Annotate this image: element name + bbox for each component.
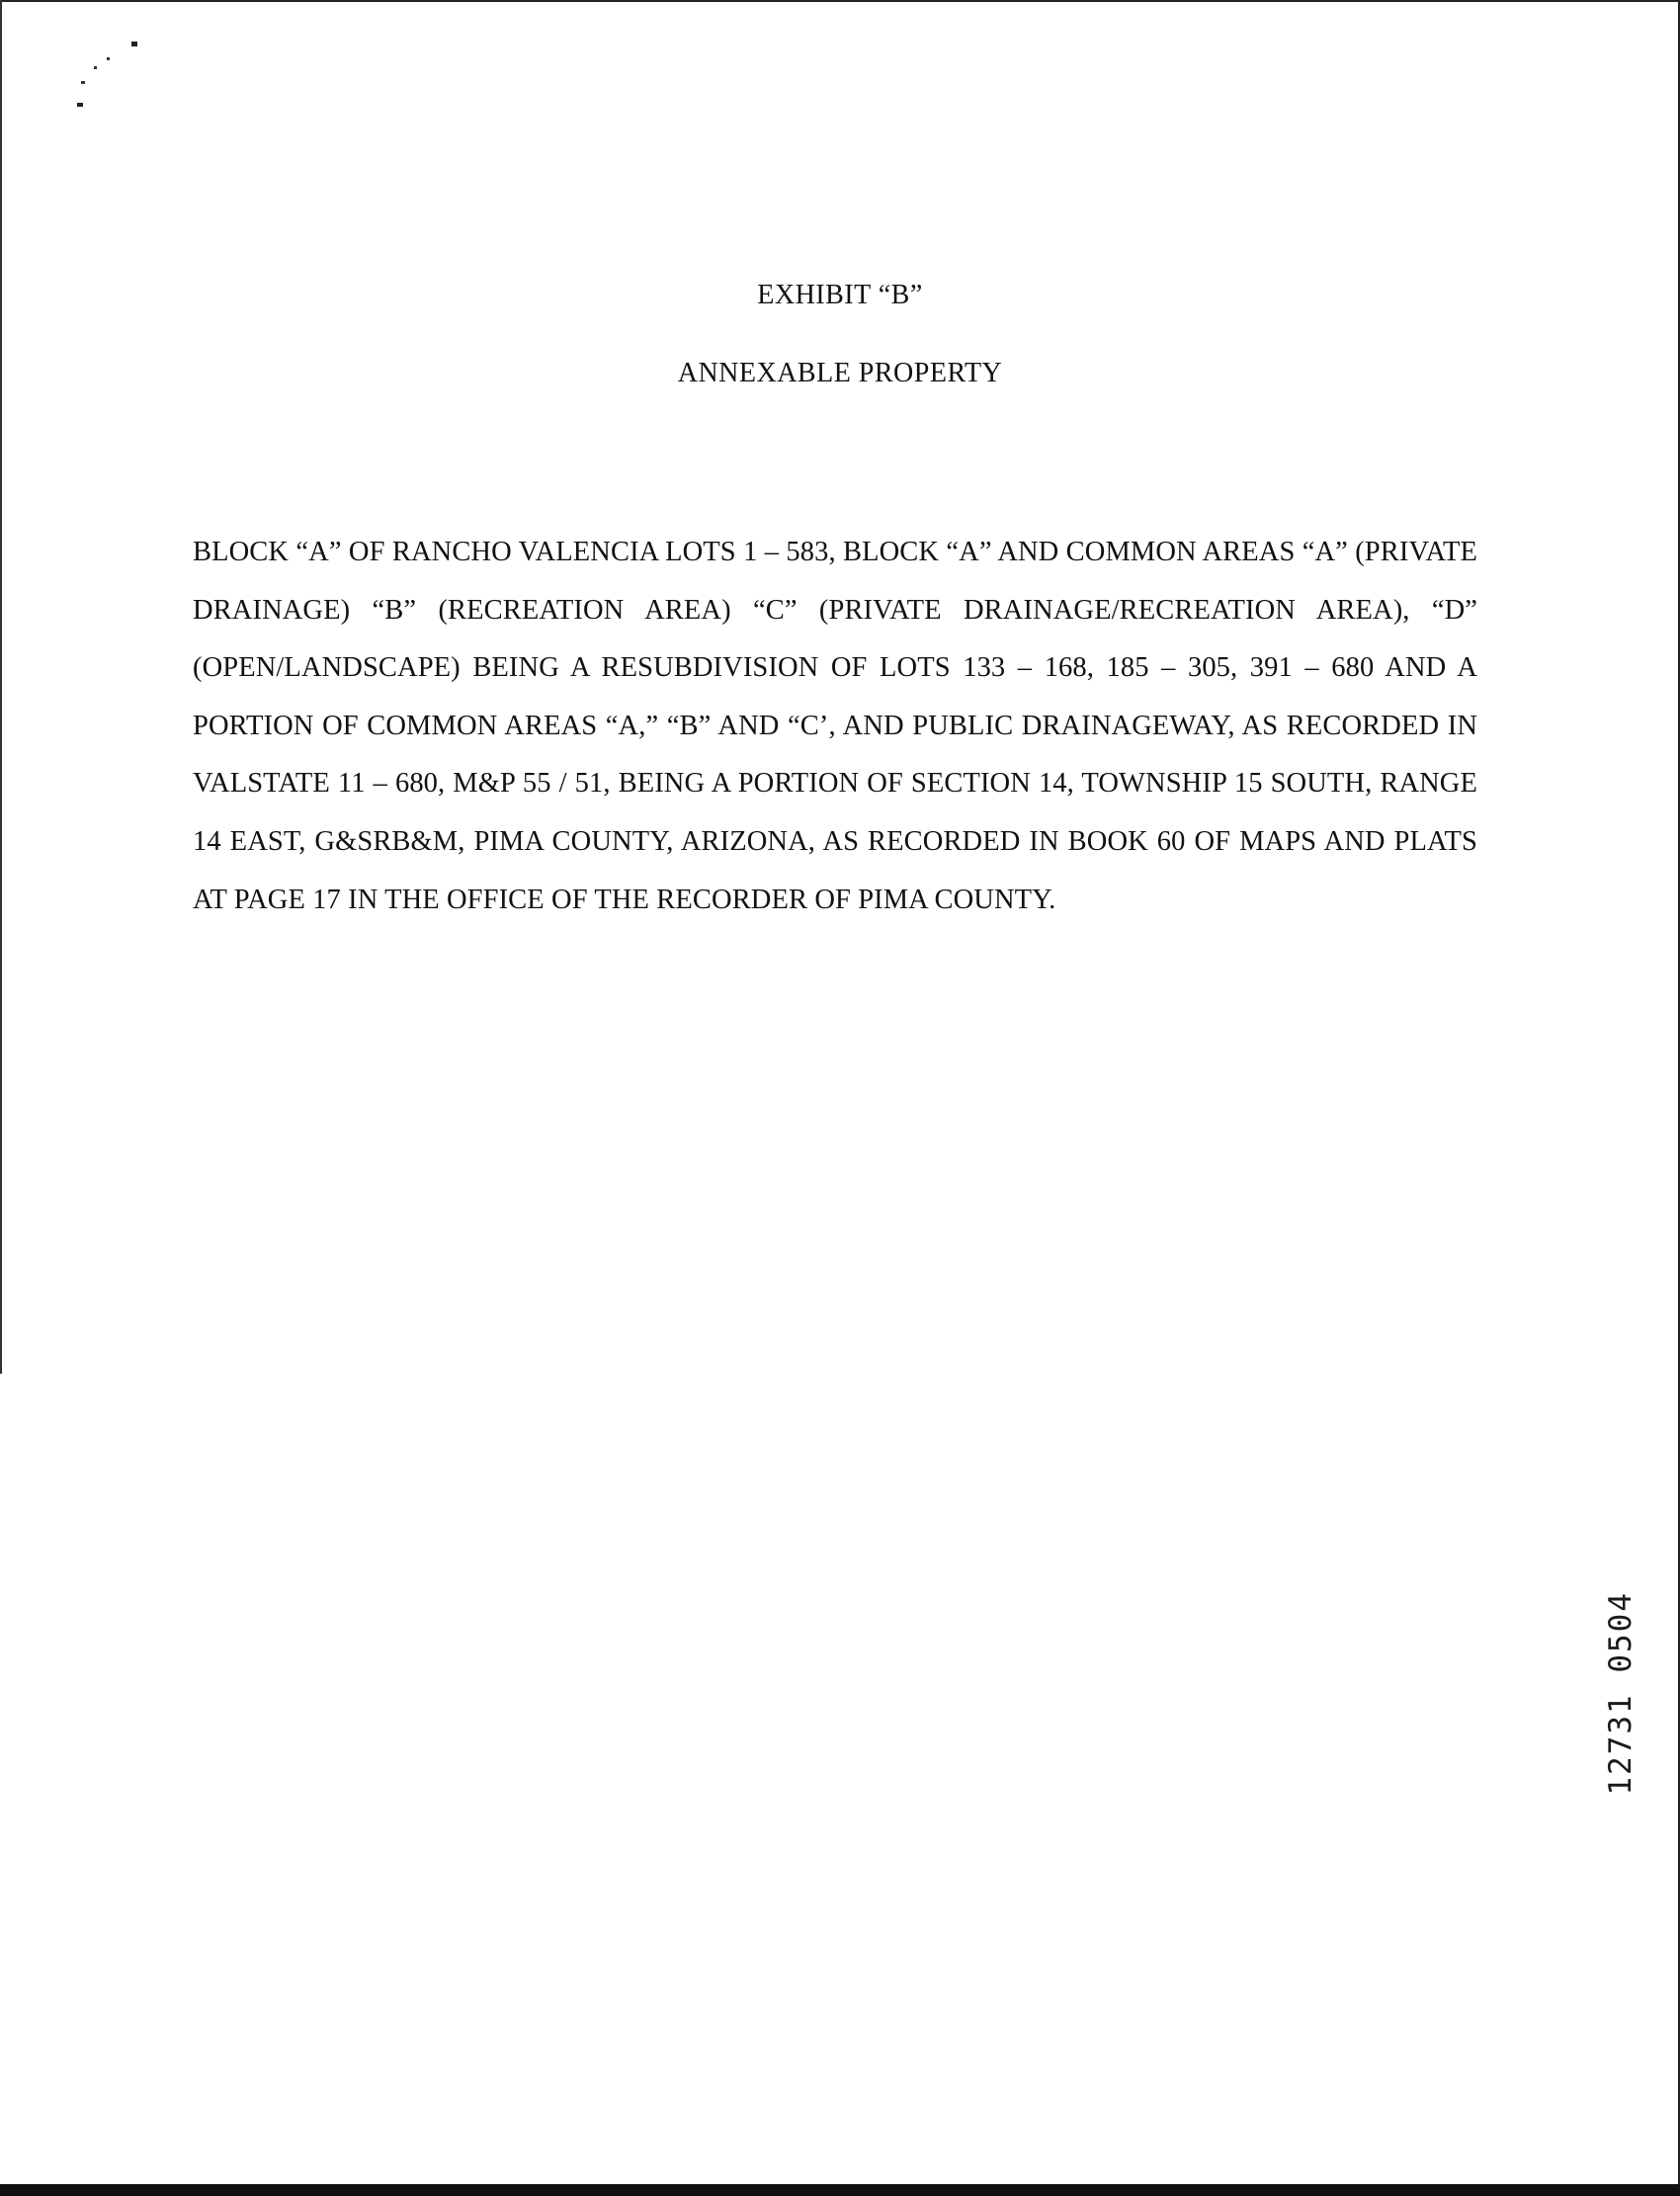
scan-edge-left xyxy=(0,0,2,1374)
scan-specks xyxy=(59,30,158,128)
scan-edge-top xyxy=(0,0,1680,2)
recording-stamp: 12731 0504 xyxy=(1603,1591,1638,1796)
exhibit-subheading: ANNEXABLE PROPERTY xyxy=(677,358,1003,388)
scan-edge-bottom xyxy=(0,2184,1680,2196)
legal-description: BLOCK “A” OF RANCHO VALENCIA LOTS 1 – 583, BLOCK “A” AND COMMON AREAS “A” (PRIVATE DRAINAGE) “B” (RECREATION AREA) “C” (PRIVATE DRAINAGE/RECREATION AREA), “D” (OPEN/LANDSCAPE) BEING A RESUBDIVISION OF LOTS 133 – 168, 185 – 305, 391 – 680 AND A PORTION OF COMMON AREAS “A,” “B” AND “C’, AND PUBLIC DRAINAGEWAY, AS RECORDED IN VALSTATE 11 – 680, M&P 55 / 51, BEING A PORTION OF SECTION 14, TOWNSHIP 15 SOUTH, RANGE 14 EAST, G&SRB&M, PIMA COUNTY, ARIZONA, AS RECORDED IN BOOK 60 OF MAPS AND PLATS AT PAGE 17 IN THE OFFICE OF THE RECORDER OF PIMA COUNTY. xyxy=(193,537,1477,915)
exhibit-heading: EXHIBIT “B” xyxy=(757,280,923,310)
